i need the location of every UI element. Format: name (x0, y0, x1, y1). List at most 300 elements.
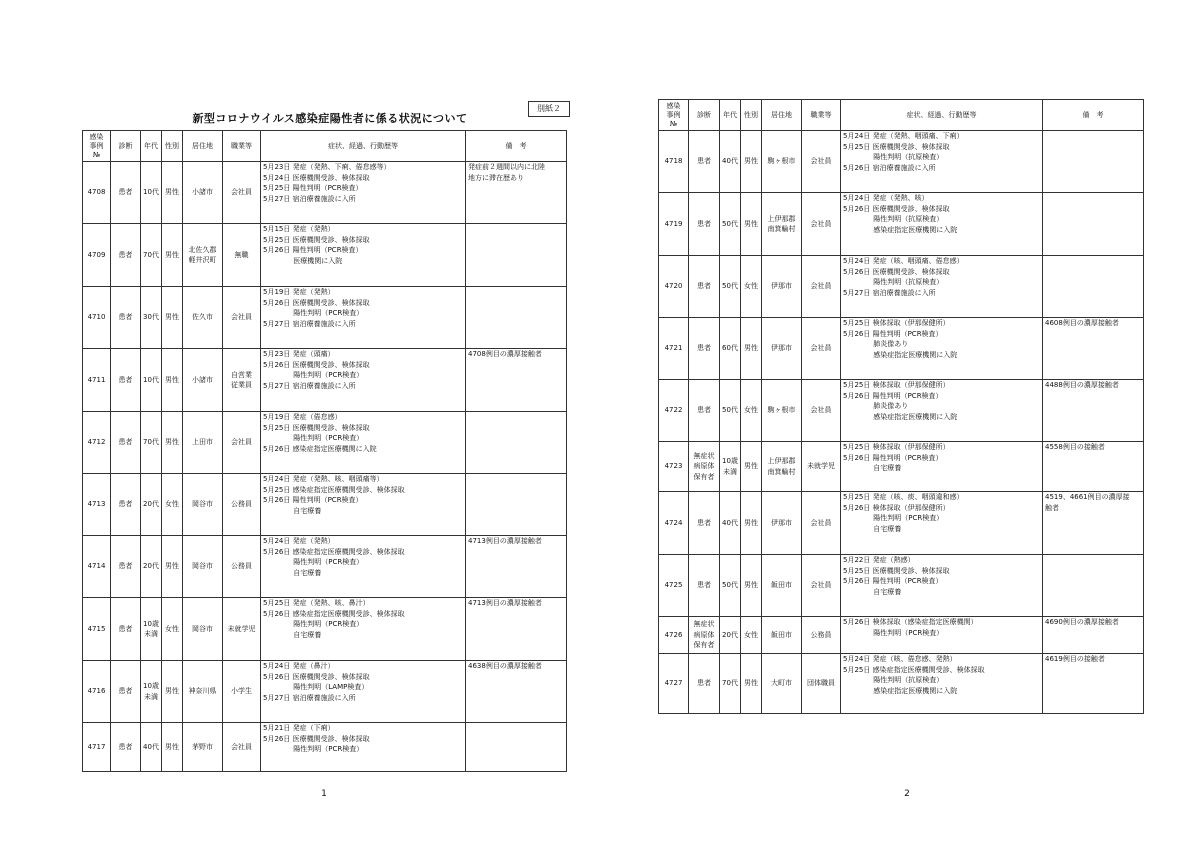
text-line: 会社員 (810, 581, 832, 590)
case-row (659, 380, 1144, 442)
cell-text: 年代 (723, 110, 737, 119)
text-line: 陽性判明（PCR検査） (263, 620, 364, 628)
residence-cell (762, 617, 802, 654)
occupation-cell (223, 598, 261, 661)
text-line: 患者 (118, 375, 133, 384)
case-row (83, 661, 567, 723)
text-line: 患者 (118, 742, 133, 751)
text-line: 5月25日 感染症指定医療機関受診、検体採取 (843, 665, 985, 674)
text-line: 陽性判明（抗原検査） (843, 153, 944, 161)
case-number (83, 536, 111, 598)
residence-cell (183, 661, 223, 723)
age-cell (720, 380, 741, 442)
cell-text: 男性 (165, 188, 179, 197)
text-line: 陽性判明（LAMP検査） (263, 683, 369, 691)
text-line: 30代 (143, 313, 159, 322)
text-line: 小諸市 (192, 375, 213, 384)
case-number (83, 287, 111, 349)
header-age (720, 100, 741, 131)
header-occupation (802, 100, 841, 131)
residence-cell (762, 256, 802, 318)
text-line: 駒ヶ根市 (767, 406, 796, 415)
cell-text: 男性 (165, 742, 179, 751)
symptoms-cell (261, 287, 466, 349)
text-line: 5月25日 発症（咳、痰、咽頭違和感） (843, 493, 964, 501)
text-line: 未就学児 (227, 624, 256, 633)
diagnosis-cell (111, 162, 141, 224)
text-line: 事例 (89, 141, 104, 150)
text-line: 会社員 (231, 438, 252, 447)
text-line: 会社員 (810, 282, 832, 291)
age-cell (720, 654, 741, 714)
text-line: 5月27日 宿泊療養施設に入所 (263, 381, 356, 390)
text-line: 5月24日 発症（発熱） (263, 537, 335, 545)
text-line: 地方に滞在歴あり (468, 173, 524, 182)
text-line: 伊那市 (771, 282, 792, 291)
text-line: 感染症指定医療機関に入院 (843, 412, 958, 421)
case-number (659, 193, 689, 256)
case-number (659, 617, 689, 654)
cell-text: 4721 (664, 344, 683, 353)
residence-cell (762, 492, 802, 555)
cell-text: 4709 (87, 250, 106, 259)
cell-text: 男性 (165, 562, 179, 571)
remarks-cell (1043, 318, 1144, 380)
case-row (659, 555, 1144, 617)
text-line: 上伊那郡 (767, 214, 796, 223)
text-line: 軽井沢町 (188, 256, 217, 264)
case-row (659, 131, 1144, 193)
cell-text: 4713 (87, 500, 106, 509)
diagnosis-cell (111, 349, 141, 412)
symptoms-cell (261, 349, 466, 412)
cell-text: 4712 (87, 438, 106, 447)
symptoms-cell (841, 654, 1043, 714)
cell-text: 男性 (165, 313, 179, 322)
text-line: 感染症指定医療機関に入院 (843, 225, 958, 234)
diagnosis-cell (689, 256, 720, 318)
text-line: 未満 (144, 692, 158, 701)
text-line: 5月26日 医療機関受診、検体採取 (263, 360, 370, 369)
occupation-cell (223, 224, 261, 287)
sex-cell (741, 318, 762, 380)
text-line: 医療機関に入院 (263, 256, 343, 265)
cell-text: 4727 (664, 679, 683, 688)
occupation-cell (223, 536, 261, 598)
text-line: 伊那市 (771, 518, 792, 527)
remarks-cell (466, 661, 567, 723)
sex-cell (162, 412, 183, 474)
symptoms-cell (841, 555, 1043, 617)
text-line: 未満 (723, 467, 737, 476)
age-cell (141, 723, 162, 772)
text-line: 10代 (143, 375, 159, 384)
text-line: 4638例目の濃厚接触者 (468, 662, 542, 670)
age-cell (720, 256, 741, 318)
text-line: 5月26日 医療機関受診、検体採取 (263, 734, 370, 743)
case-row (83, 412, 567, 474)
case-number (659, 654, 689, 714)
remarks-cell (1043, 380, 1144, 442)
text-line: 5月27日 宿泊療養施設に入所 (263, 319, 356, 328)
text-line: 陽性判明（PCR検査） (263, 558, 364, 566)
sex-cell (162, 474, 183, 536)
occupation-cell (802, 555, 841, 617)
diagnosis-cell (111, 536, 141, 598)
cell-text: 4719 (664, 219, 683, 228)
age-cell (720, 193, 741, 256)
text-line: 自宅療養 (263, 568, 322, 577)
sex-cell (741, 492, 762, 555)
cell-text: 症状、経過、行動歴等 (328, 141, 398, 150)
cell-text: 4717 (87, 742, 106, 751)
case-row (83, 224, 567, 287)
text-line: 4558例目の接触者 (1045, 443, 1105, 451)
case-row (83, 349, 567, 412)
symptoms-cell (261, 474, 466, 536)
text-line: 南箕輪村 (767, 467, 796, 476)
text-line: 陽性判明（PCR検査） (263, 371, 364, 379)
text-line: 5月26日 陽性判明（PCR検査） (843, 391, 943, 400)
case-row (83, 536, 567, 598)
text-line: 飯田市 (771, 581, 792, 590)
diagnosis-cell (689, 555, 720, 617)
text-line: № (669, 119, 678, 128)
cell-text: 4711 (87, 375, 106, 384)
case-number (83, 661, 111, 723)
remarks-cell (1043, 442, 1144, 492)
remarks-cell (466, 224, 567, 287)
occupation-cell (802, 492, 841, 555)
text-line: 5月23日 発症（頭痛） (263, 350, 335, 358)
cell-text: 男性 (744, 462, 758, 471)
text-line: 団体職員 (807, 679, 835, 688)
text-line: 5月19日 発症（倦怠感） (263, 413, 342, 421)
cell-text: 年代 (144, 141, 158, 150)
page-number: 1 (321, 789, 327, 799)
diagnosis-cell (111, 474, 141, 536)
case-row (659, 492, 1144, 555)
text-line: 無症状 (693, 620, 715, 629)
cell-text: 4723 (664, 462, 683, 471)
symptoms-cell (261, 661, 466, 723)
text-line: 上田市 (192, 438, 213, 447)
residence-cell (183, 287, 223, 349)
header-occupation (223, 131, 261, 162)
residence-cell (762, 380, 802, 442)
symptoms-cell (841, 380, 1043, 442)
remarks-cell (1043, 492, 1144, 555)
cell-text: 診断 (118, 141, 133, 150)
text-line: 60代 (722, 344, 738, 353)
case-number (659, 256, 689, 318)
diagnosis-cell (111, 723, 141, 772)
cell-text: 女性 (744, 282, 758, 291)
text-line: 自宅療養 (263, 506, 322, 515)
text-line: 5月22日 発症（熱感） (843, 556, 915, 564)
text-line: 5月24日 発症（咳、倦怠感、発熱） (843, 655, 957, 663)
text-line: 20代 (722, 630, 738, 639)
header-row (83, 131, 567, 162)
text-line: 40代 (722, 518, 738, 527)
cell-text: 女性 (744, 406, 758, 415)
text-line: 5月23日 発症（発熱、下痢、倦怠感等） (263, 163, 391, 171)
case-row (659, 654, 1144, 714)
occupation-cell (223, 412, 261, 474)
text-line: 5月24日 発症（鼻汁） (263, 662, 335, 670)
header-diagnosis (111, 131, 141, 162)
remarks-cell (466, 536, 567, 598)
case-number (83, 412, 111, 474)
diagnosis-cell (111, 412, 141, 474)
document-title: 新型コロナウイルス感染症陽性者に係る状況について (192, 112, 468, 125)
text-line: 患者 (697, 581, 711, 590)
text-line: 5月24日 発症（咳、咽頭痛、倦怠感） (843, 257, 964, 265)
text-line: 5月26日 感染症指定医療機関受診、検体採取 (263, 547, 405, 556)
text-line: 病原体 (693, 630, 715, 639)
text-line: 5月24日 発症（発熱、咳、咽頭痛等） (263, 475, 384, 483)
diagnosis-cell (111, 287, 141, 349)
header-case-no (83, 131, 111, 162)
text-line: 自営業 (231, 370, 252, 379)
text-line: 患者 (118, 687, 133, 696)
text-line: 5月26日 医療機関受診、検体採取 (263, 672, 370, 681)
cell-text: 4725 (664, 581, 683, 590)
text-line: 佐久市 (192, 313, 213, 322)
text-line: 北佐久郡 (188, 245, 217, 254)
remarks-cell (1043, 617, 1144, 654)
text-line: 5月15日 発症（発熱） (263, 225, 335, 233)
sex-cell (741, 555, 762, 617)
text-line: 会社員 (810, 344, 832, 353)
text-line: 公務員 (231, 562, 252, 571)
occupation-cell (802, 380, 841, 442)
text-line: 公務員 (810, 630, 832, 639)
text-line: 5月24日 医療機関受診、検体採取 (263, 173, 370, 182)
text-line: 保有者 (693, 641, 715, 650)
diagnosis-cell (689, 442, 720, 492)
diagnosis-cell (689, 193, 720, 256)
sex-cell (741, 442, 762, 492)
cell-text: 4708 (87, 188, 106, 197)
cell-text: 男性 (744, 518, 758, 527)
cell-text: 男性 (744, 157, 758, 166)
text-line: 5月26日 陽性判明（PCR検査） (263, 496, 363, 504)
sex-cell (162, 162, 183, 224)
text-line: 4519、4661例目の濃厚接 (1045, 493, 1130, 501)
text-line: 5月25日 陽性判明（PCR検査） (263, 184, 363, 192)
sex-cell (741, 131, 762, 193)
text-line: 陽性判明（PCR検査） (843, 514, 944, 522)
cell-text: 女性 (165, 624, 179, 633)
text-line: 20代 (143, 500, 159, 509)
occupation-cell (802, 193, 841, 256)
text-line: 10歳 (143, 619, 159, 628)
text-line: 感染 (89, 132, 104, 141)
sex-cell (162, 661, 183, 723)
text-line: 陽性判明（抗原検査） (843, 278, 944, 286)
text-line: 上伊那郡 (767, 457, 796, 465)
case-number (659, 380, 689, 442)
sex-cell (741, 380, 762, 442)
sex-cell (162, 723, 183, 772)
text-line: 肺炎像あり (843, 402, 909, 410)
text-line: 事例 (666, 110, 681, 119)
age-cell (141, 412, 162, 474)
diagnosis-cell (689, 318, 720, 380)
text-line: 5月24日 発症（発熱、咽頭痛、下痢） (843, 132, 964, 140)
sex-cell (741, 193, 762, 256)
text-line: 患者 (697, 679, 711, 688)
cell-text: 男性 (744, 344, 758, 353)
case-number (659, 492, 689, 555)
residence-cell (183, 162, 223, 224)
text-line: 5月27日 宿泊療養施設に入所 (843, 288, 936, 297)
text-line: 70代 (143, 250, 159, 259)
text-line: 5月25日 医療機関受診、検体採取 (843, 142, 950, 151)
cases-table-page-1 (82, 130, 567, 772)
cell-text: 診断 (697, 110, 711, 119)
text-line: 5月26日 陽性判明（PCR検査） (843, 453, 943, 462)
residence-cell (762, 555, 802, 617)
diagnosis-cell (689, 131, 720, 193)
text-line: 会社員 (231, 313, 252, 322)
case-number (659, 131, 689, 193)
text-line: 駒ヶ根市 (767, 157, 796, 166)
text-line: 陽性判明（PCR検査） (843, 628, 944, 637)
diagnosis-cell (111, 661, 141, 723)
text-line: 会社員 (810, 406, 832, 415)
text-line: 患者 (118, 188, 133, 197)
symptoms-cell (841, 256, 1043, 318)
cell-text: 4718 (664, 157, 683, 166)
age-cell (141, 536, 162, 598)
text-line: 南箕輪村 (767, 225, 796, 233)
text-line: 従業員 (231, 381, 252, 389)
text-line: 70代 (722, 679, 738, 688)
cell-text: 男性 (165, 438, 179, 447)
text-line: 5月26日 医療機関受診、検体採取 (843, 267, 950, 276)
text-line: 自宅療養 (843, 524, 902, 533)
text-line: № (92, 150, 101, 159)
cell-text: 女性 (165, 500, 179, 509)
text-line: 5月26日 陽性判明（PCR検査） (263, 246, 363, 254)
header-remarks (466, 131, 567, 162)
text-line: 未満 (144, 630, 158, 638)
cell-text: 4710 (87, 313, 106, 322)
cell-text: 居住地 (771, 110, 792, 119)
text-line: 5月25日 検体採取（伊那保健所） (843, 381, 950, 389)
case-row (659, 193, 1144, 256)
appendix-label: 別紙２ (528, 101, 570, 117)
diagnosis-cell (689, 492, 720, 555)
text-line: 50代 (722, 406, 738, 415)
diagnosis-cell (689, 380, 720, 442)
text-line: 5月26日 感染症指定医療機関に入院 (263, 444, 377, 453)
residence-cell (183, 412, 223, 474)
text-line: 70代 (143, 438, 159, 447)
text-line: 5月26日 感染症指定医療機関受診、検体採取 (263, 609, 405, 618)
cell-text: 4726 (664, 630, 683, 639)
case-row (83, 723, 567, 772)
text-line: 公務員 (231, 500, 252, 509)
symptoms-cell (841, 193, 1043, 256)
header-sex (162, 131, 183, 162)
header-sex (741, 100, 762, 131)
text-line: 5月26日 医療機関受診、検体採取 (843, 204, 950, 213)
symptoms-cell (261, 536, 466, 598)
case-row (83, 598, 567, 661)
age-cell (141, 598, 162, 661)
header-residence (762, 100, 802, 131)
residence-cell (762, 654, 802, 714)
text-line: 5月27日 宿泊療養施設に入所 (263, 194, 356, 203)
text-line: 会社員 (231, 742, 252, 751)
residence-cell (183, 536, 223, 598)
text-line: 4690例目の濃厚接触者 (1045, 618, 1119, 626)
symptoms-cell (261, 224, 466, 287)
text-line: 会社員 (231, 188, 252, 197)
case-row (659, 318, 1144, 380)
case-row (659, 617, 1144, 654)
text-line: 大町市 (771, 679, 792, 688)
text-line: 20代 (143, 562, 159, 571)
text-line: 陽性判明（PCR検査） (263, 434, 364, 442)
text-line: 神奈川県 (188, 687, 217, 696)
text-line: 5月26日 医療機関受診、検体採取 (263, 298, 370, 307)
remarks-cell (466, 723, 567, 772)
residence-cell (183, 349, 223, 412)
text-line: 50代 (722, 219, 738, 228)
text-line: 感染症指定医療機関に入院 (843, 686, 958, 695)
text-line: 患者 (697, 282, 711, 291)
remarks-cell (466, 287, 567, 349)
text-line: 会社員 (810, 219, 832, 228)
symptoms-cell (841, 318, 1043, 380)
sex-cell (741, 617, 762, 654)
text-line: 岡谷市 (192, 624, 213, 633)
remarks-cell (1043, 131, 1144, 193)
text-line: 5月24日 発症（発熱、咳） (843, 194, 929, 202)
text-line: 無職 (234, 250, 249, 259)
text-line: 触者 (1045, 503, 1059, 512)
text-line: 患者 (118, 313, 133, 322)
text-line: 4713例目の濃厚接触者 (468, 537, 542, 545)
residence-cell (762, 318, 802, 380)
text-line: 陽性判明（PCR検査） (263, 309, 364, 317)
age-cell (720, 555, 741, 617)
occupation-cell (802, 654, 841, 714)
text-line: 自宅療養 (843, 464, 902, 472)
sex-cell (741, 256, 762, 318)
text-line: 小諸市 (192, 188, 213, 197)
case-row (659, 442, 1144, 492)
cell-text: 女性 (744, 630, 758, 639)
text-line: 無症状 (693, 451, 715, 460)
occupation-cell (802, 256, 841, 318)
text-line: 4488例目の濃厚接触者 (1045, 381, 1119, 389)
text-line: 会社員 (810, 518, 832, 527)
text-line: 飯田市 (771, 630, 792, 639)
age-cell (141, 224, 162, 287)
header-row (659, 100, 1144, 131)
cell-text: 4716 (87, 687, 106, 696)
text-line: 茅野市 (192, 742, 213, 751)
age-cell (720, 617, 741, 654)
text-line: 患者 (697, 518, 711, 527)
remarks-cell (466, 162, 567, 224)
age-cell (141, 661, 162, 723)
